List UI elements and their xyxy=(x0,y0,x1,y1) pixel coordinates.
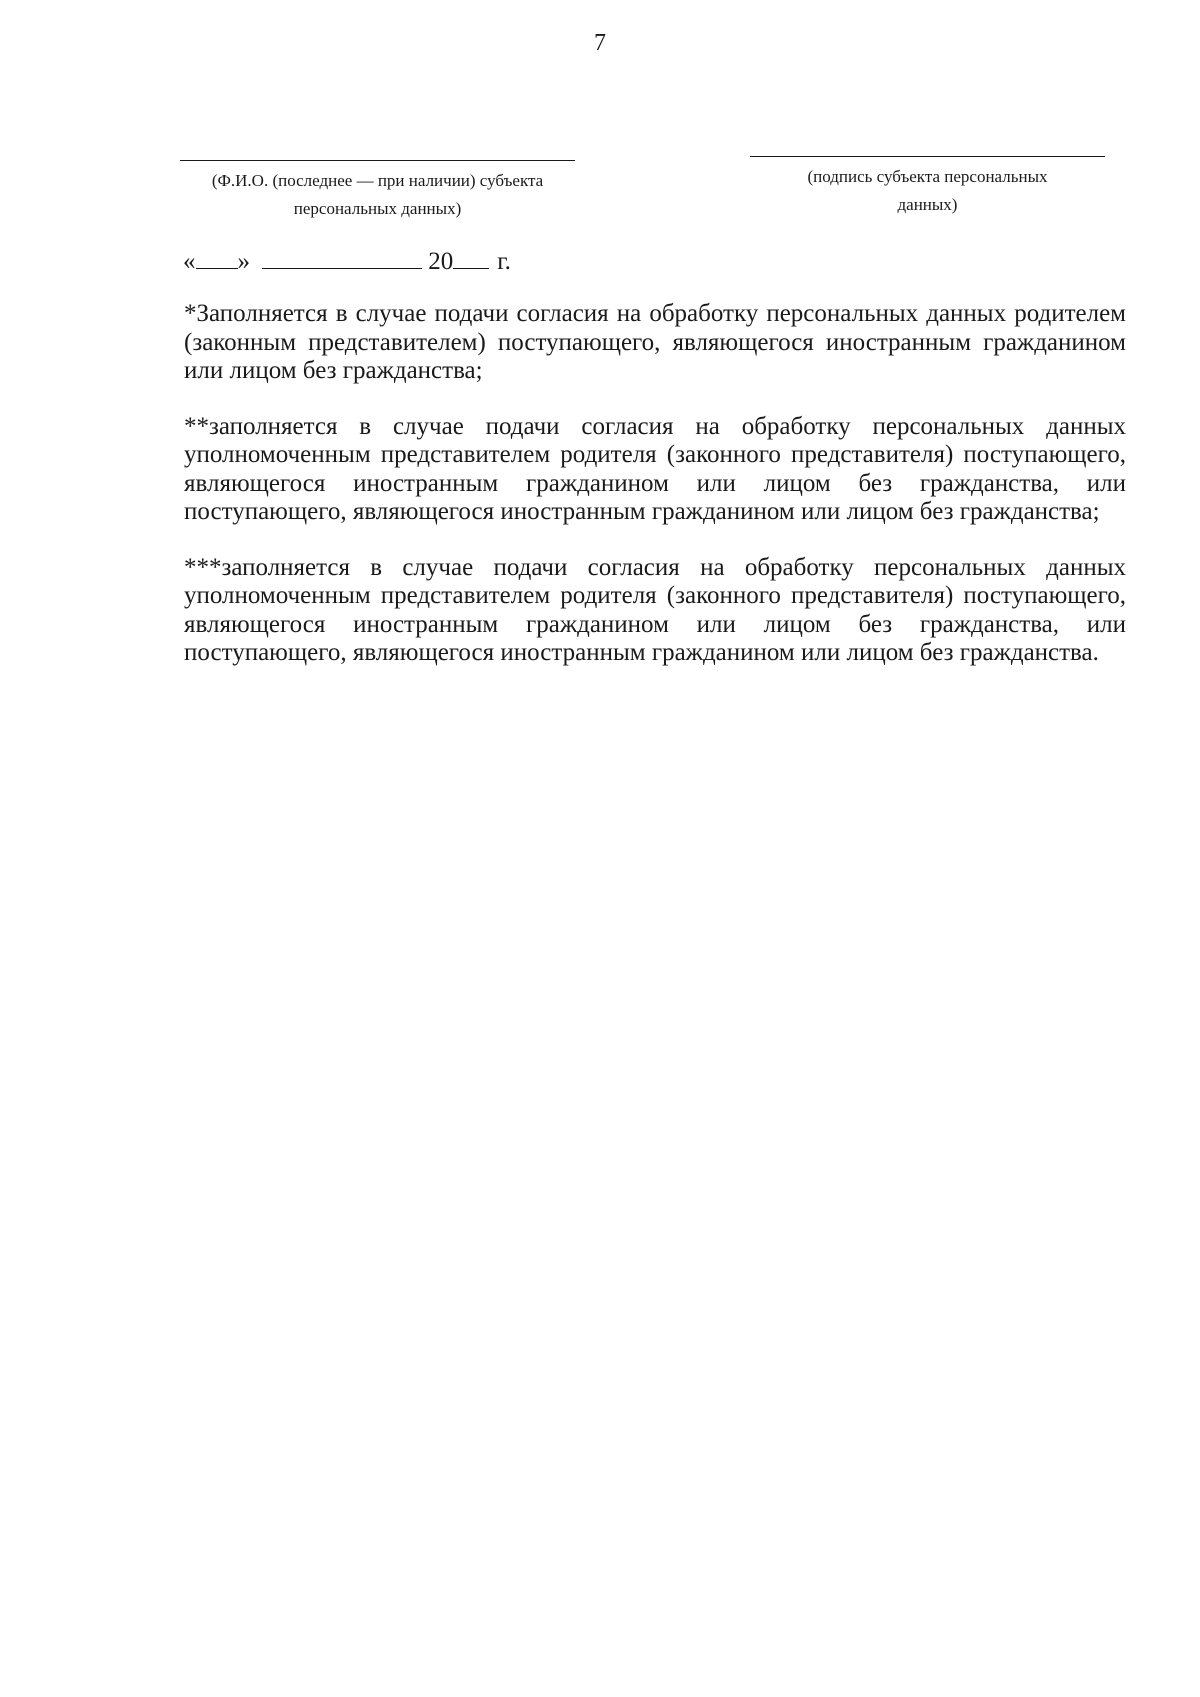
signature-blank-line xyxy=(750,156,1105,157)
date-open-quote: « xyxy=(183,248,196,275)
footnote-1: *Заполняется в случае подачи согласия на обработку персональных данных родителем (законным представителем) поступающего, являющегося иностранным гражданином или лицом без гражданства; xyxy=(184,300,1126,384)
fio-blank-line xyxy=(180,160,575,161)
footnote-2: **заполняется в случае подачи согласия на обработку персональных данных уполномоченным представителем родителя (законного представителя) поступающего, являющегося иностранным гражданином или лицом без гражданства, или поступающего, являющегося иностранным гражданином или лицом без гражданства; xyxy=(184,412,1126,525)
page-number: 7 xyxy=(594,30,606,56)
year-prefix: 20 xyxy=(428,248,454,275)
footnotes xyxy=(184,300,1126,695)
year-blank xyxy=(453,250,489,269)
day-blank xyxy=(196,250,238,269)
signature-field xyxy=(750,156,1105,219)
footnote-3: ***заполняется в случае подачи согласия на обработку персональных данных уполномоченным представителем родителя (законного представителя) поступающего, являющегося иностранным гражданином или лицом без гражданства, или поступающего, являющегося иностранным гражданином или лицом без гражданства. xyxy=(184,553,1126,666)
fio-caption-line2: персональных данных) xyxy=(293,199,462,218)
signature-caption-line2: данных) xyxy=(897,195,958,214)
date-close-quote: » xyxy=(237,248,250,275)
fio-caption-line1: (Ф.И.О. (последнее — при наличии) субъекта xyxy=(211,171,544,190)
date-field xyxy=(183,248,511,276)
year-suffix: г. xyxy=(497,248,511,275)
month-blank xyxy=(262,250,422,269)
fio-signature-field xyxy=(180,160,575,223)
signature-caption-line1: (подпись субъекта персональных xyxy=(807,167,1048,186)
